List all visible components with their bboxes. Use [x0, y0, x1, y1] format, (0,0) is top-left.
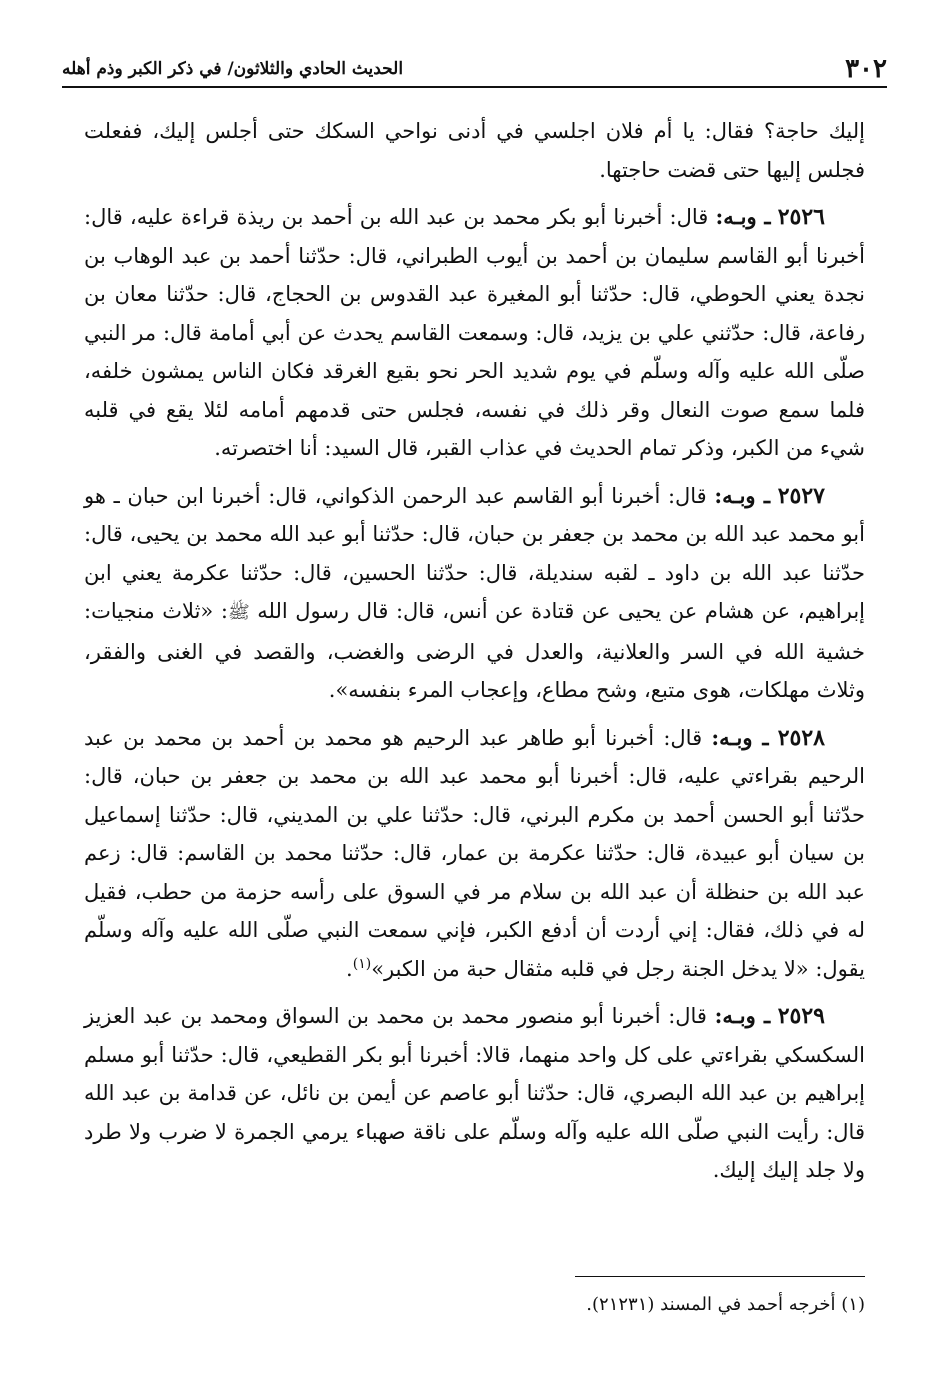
footnote-divider	[575, 1276, 865, 1277]
hadith-text: قال: أخبرنا أبو طاهر عبد الرحيم هو محمد بن أحمد بن محمد بن عبد الرحيم بقراءتي عليه، قال: أخبرنا أبو محمد عبد الله بن محمد بن جعفر بن حبان، قال: حدّثنا أبو الحسن أحمد بن مكرم البرني، قال: حدّثنا علي بن المديني، قال: حدّثنا إسماعيل بن سيان أبو عبيدة، قال: حدّثنا عكرمة بن عمار، قال: حدّثنا محمد بن القاسم: قال: زعم عبد الله بن حنظلة أن عبد الله بن سلام مر في السوق على رأسه حزمة من حطب، فقيل له في ذلك، فقال: إني أردت أن أدفع الكبر، فإني سمعت النبي صلّى الله عليه وآله وسلّم يقول: «لا يدخل الجنة رجل في قلبه مثقال حبة من الكبر»	[84, 725, 865, 981]
hadith-2528	[84, 719, 865, 989]
hadith-text: قال: أخبرنا أبو بكر محمد بن عبد الله بن أحمد بن ريذة قراءة عليه، قال: أخبرنا أبو القاسم سليمان بن أحمد بن أيوب الطبراني، قال: حدّثنا أحمد بن عبد الوهاب بن نجدة يعني الحوطي، قال: حدّثنا أبو المغيرة عبد القدوس بن الحجاج، قال: حدّثنا معان بن رفاعة، قال: حدّثني علي بن يزيد، قال: وسمعت القاسم يحدث عن أبي أمامة قال: مر النبي صلّى الله عليه وآله وسلّم في يوم شديد الحر نحو بقيع الغرقد فكان الناس يمشون خلفه، فلما سمع صوت النعال وقر ذلك في نفسه، فجلس حتى قدمهم أمامه لئلا يقع في قلبه شيء من الكبر، وذكر تمام الحديث في عذاب القبر، قال السيد: أنا اختصرته.	[84, 205, 865, 460]
hadith-number: ٢٥٢٨	[777, 724, 825, 751]
main-text	[84, 112, 865, 1199]
footnote: (١) أخرجه أحمد في المسند (٢١٢٣١).	[586, 1294, 865, 1315]
hadith-2526	[84, 198, 865, 468]
page-number: ٣٠٢	[845, 54, 887, 84]
hadith-lead: ـ وبـه:	[714, 1003, 771, 1028]
paragraph-text: إليك حاجة؟ فقال: يا أم فلان اجلسي في أدنى نواحي السكك حتى أجلس إليك، ففعلت فجلس إليها حتى قضت حاجتها.	[84, 119, 865, 182]
paragraph-continuation	[84, 112, 865, 189]
hadith-number: ٢٥٢٧	[777, 482, 825, 509]
salutation-glyph: ﷺ	[227, 602, 250, 623]
page-header	[62, 52, 887, 88]
hadith-text-cont: : «ثلاث منجيات: خشية الله في السر والعلانية، والعدل في الرضى والغضب، والقصد في الغنى والفقر، وثلاث مهلكات، هوى متبع، وشح مطاع، وإعجاب المرء بنفسه».	[84, 599, 865, 702]
hadith-number: ٢٥٢٩	[777, 1003, 825, 1029]
hadith-end: .	[346, 956, 353, 981]
hadith-2527	[84, 477, 865, 710]
hadith-text: قال: أخبرنا أبو منصور محمد بن محمد بن السواق ومحمد بن عبد العزيز السكسكي بقراءتي على كل واحد منهما، قالا: أخبرنا أبو بكر القطيعي، قال: حدّثنا أبو مسلم إبراهيم بن عبد الله البصري، قال: حدّثنا أبو عاصم عن أيمن بن نائل، عن قدامة بن عبد الله قال: رأيت النبي صلّى الله عليه وآله وسلّم على ناقة صهباء يرمي الجمرة لا ضرب ولا طرد ولا جلد إليك إليك.	[84, 1004, 865, 1182]
hadith-lead: ـ وبـه:	[714, 482, 771, 508]
hadith-text: قال: أخبرنا أبو القاسم عبد الرحمن الذكواني، قال: أخبرنا ابن حبان ـ هو أبو محمد عبد الله بن محمد بن جعفر بن حبان، قال: حدّثنا أبو عبد الله محمد بن يحيى، قال: حدّثنا عبد الله بن داود ـ لقبه سنديلة، قال: حدّثنا الحسين، قال: حدّثنا عكرمة يعني ابن إبراهيم، عن هشام عن يحيى عن قتادة عن أنس، قال: قال رسول الله	[84, 483, 865, 623]
hadith-number: ٢٥٢٦	[777, 204, 825, 230]
hadith-2529	[84, 997, 865, 1190]
hadith-lead: ـ وبـه:	[715, 204, 771, 229]
hadith-lead: ـ وبـه:	[711, 724, 769, 750]
footnote-reference[interactable]: (١)	[352, 955, 372, 972]
running-title: الحديث الحادي والثلاثون/ في ذكر الكبر وذم أهله	[62, 59, 404, 79]
